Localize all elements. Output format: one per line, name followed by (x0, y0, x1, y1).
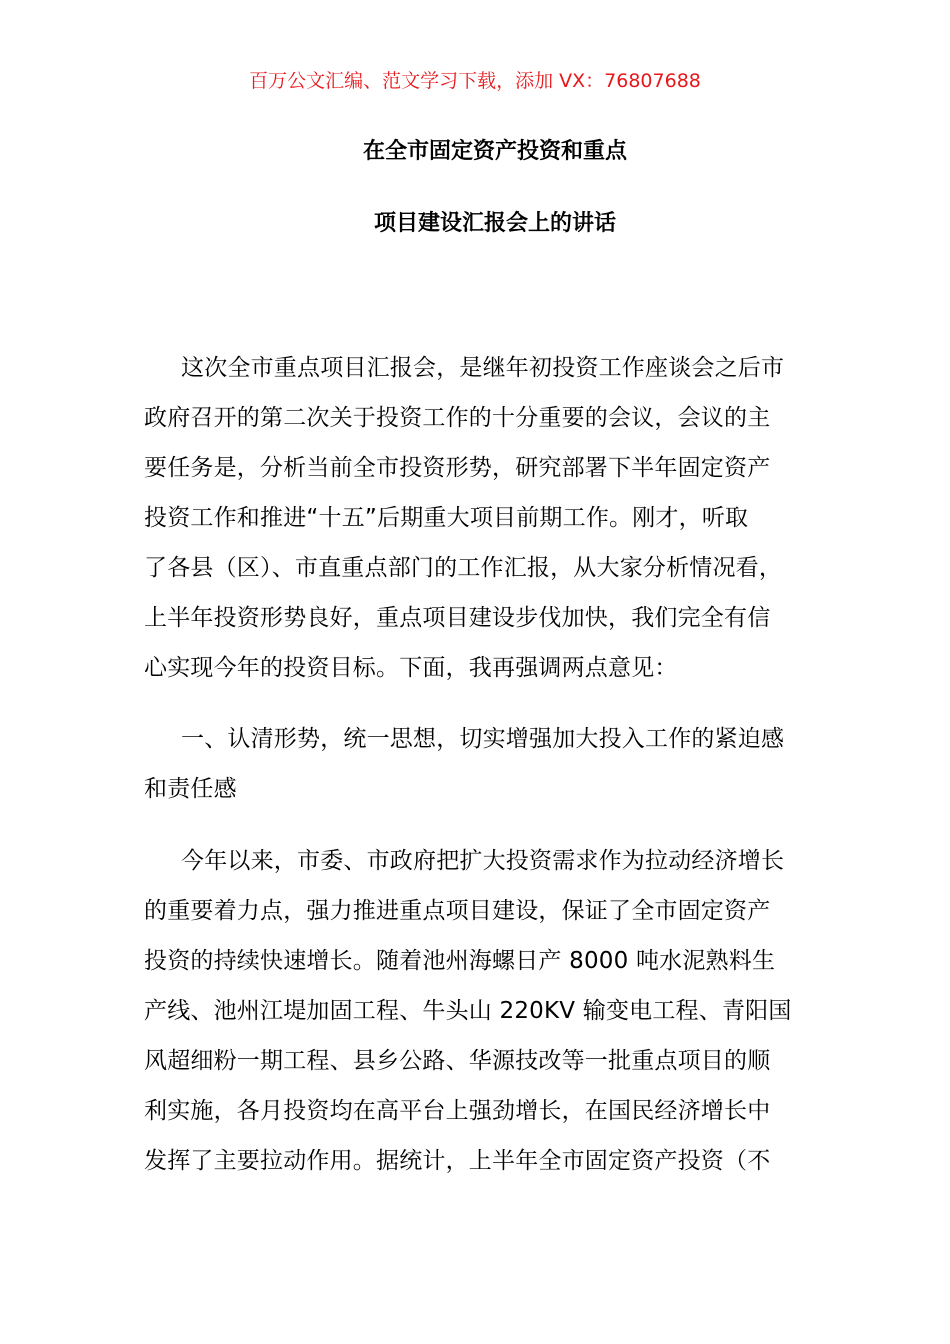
paragraph-line: 利实施，各月投资均在高平台上强劲增长，在国民经济增长中 (144, 1098, 771, 1124)
section-heading-line: 和责任感 (144, 776, 237, 802)
paragraph-line: 的重要着力点，强力推进重点项目建设，保证了全市固定资产 (144, 898, 771, 924)
paragraph-line: 今年以来，市委、市政府把扩大投资需求作为拉动经济增长 (181, 848, 785, 874)
paragraph-line: 要任务是，分析当前全市投资形势，研究部署下半年固定资产 (144, 455, 771, 481)
paragraph-line: 了各县（区）、市直重点部门的工作汇报，从大家分析情况看， (144, 555, 783, 581)
paragraph-line: 这次全市重点项目汇报会，是继年初投资工作座谈会之后市 (181, 355, 785, 381)
section-heading-line: 一、认清形势，统一思想，切实增强加大投入工作的紧迫感 (181, 726, 785, 752)
paragraph-line: 发挥了主要拉动作用。据统计，上半年全市固定资产投资（不 (144, 1148, 771, 1174)
paragraph-line: 风超细粉一期工程、县乡公路、华源技改等一批重点项目的顺 (144, 1048, 771, 1074)
document-title-line-2: 项目建设汇报会上的讲话 (373, 211, 616, 236)
paragraph-line: 政府召开的第二次关于投资工作的十分重要的会议，会议的主 (144, 405, 771, 431)
paragraph-line: 产线、池州江堤加固工程、牛头山 220KV 输变电工程、青阳国 (144, 998, 792, 1024)
paragraph-line: 心实现今年的投资目标。下面，我再强调两点意见： (144, 655, 678, 681)
paragraph-line: 投资的持续快速增长。随着池州海螺日产 8000 吨水泥熟料生 (144, 948, 776, 974)
paragraph-line: 上半年投资形势良好，重点项目建设步伐加快，我们完全有信 (144, 605, 771, 631)
watermark-header: 百万公文汇编、范文学习下载，添加 VX：76807688 (249, 70, 701, 92)
paragraph-line: 投资工作和推进“十五”后期重大项目前期工作。刚才，听取 (144, 505, 749, 531)
document-title-line-1: 在全市固定资产投资和重点 (362, 139, 627, 164)
